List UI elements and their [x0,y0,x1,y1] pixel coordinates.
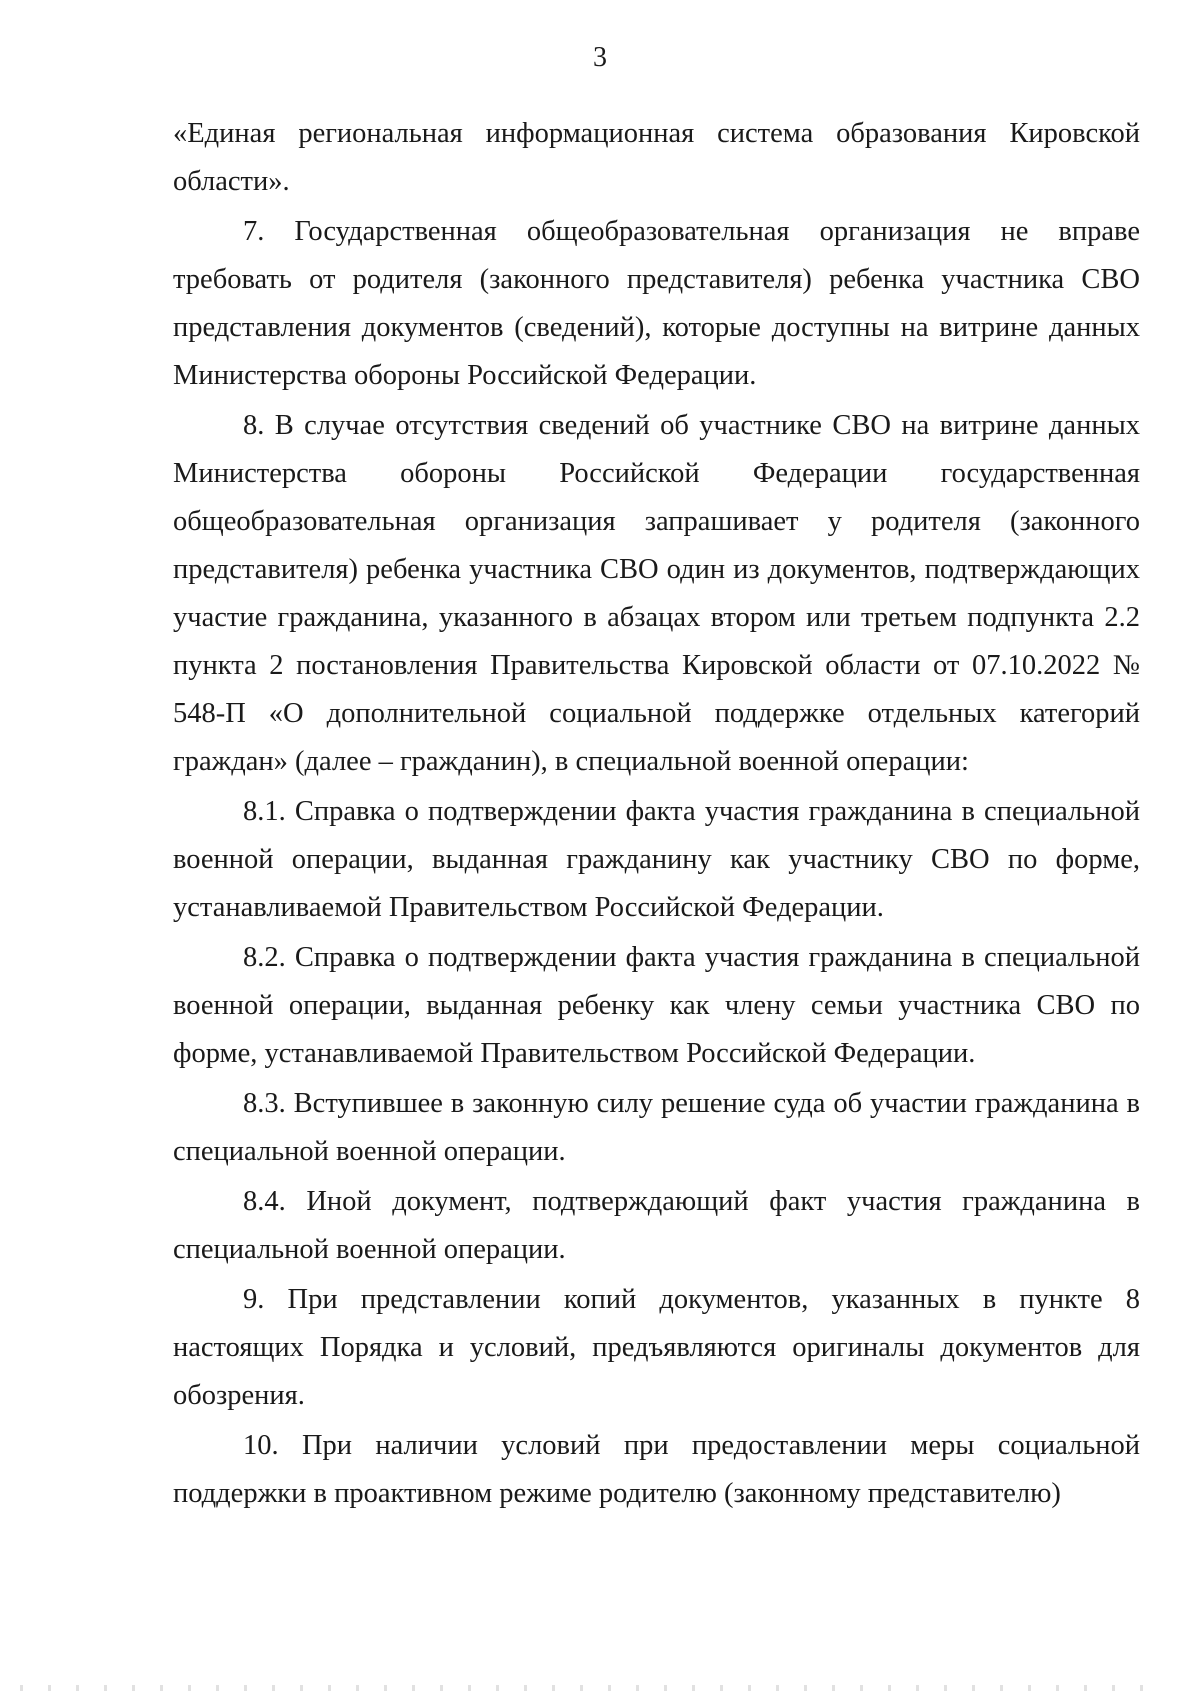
paragraph-item-10: 10. При наличии условий при предоставлении меры социальной поддержки в проактивном режиме родителю (законному представителю) [173,1430,1140,1509]
paragraph-continuation: «Единая региональная информационная система образования Кировской области». [173,118,1140,197]
paragraph-item-7: 7. Государственная общеобразовательная организация не вправе требовать от родителя (законного представителя) ребенка участника СВО представления документов (сведений), которые доступны на витрине данных Министерства обороны Российской Федерации. [173,216,1140,391]
paragraph-item-8-3: 8.3. Вступившее в законную силу решение суда об участии гражданина в специальной военной операции. [173,1088,1140,1167]
paragraph-item-8: 8. В случае отсутствия сведений об участнике СВО на витрине данных Министерства обороны Российской Федерации государственная общеобразовательная организация запрашивает у родителя (законного представителя) ребенка участника СВО один из документов, подтверждающих участие гражданина, указанного в абзацах втором или третьем подпункта 2.2 пункта 2 постановления Правительства Кировской области от 07.10.2022 № 548-П «О дополнительной социальной поддержке отдельных категорий граждан» (далее – гражданин), в специальной военной операции: [173,410,1140,777]
paragraph-item-8-2: 8.2. Справка о подтверждении факта участия гражданина в специальной военной операции, выданная ребенку как члену семьи участника СВО по форме, устанавливаемой Правительством Российской Федерации. [173,942,1140,1069]
paragraph-item-8-4: 8.4. Иной документ, подтверждающий факт участия гражданина в специальной военной операции. [173,1186,1140,1265]
page-number: 3 [593,42,607,73]
scan-edge-artifact [20,1685,1160,1691]
paragraph-item-9: 9. При представлении копий документов, указанных в пункте 8 настоящих Порядка и условий, предъявляются оригиналы документов для обозрения. [173,1284,1140,1411]
document-body [173,110,1140,1518]
paragraph-item-8-1: 8.1. Справка о подтверждении факта участия гражданина в специальной военной операции, выданная гражданину как участнику СВО по форме, устанавливаемой Правительством Российской Федерации. [173,796,1140,923]
